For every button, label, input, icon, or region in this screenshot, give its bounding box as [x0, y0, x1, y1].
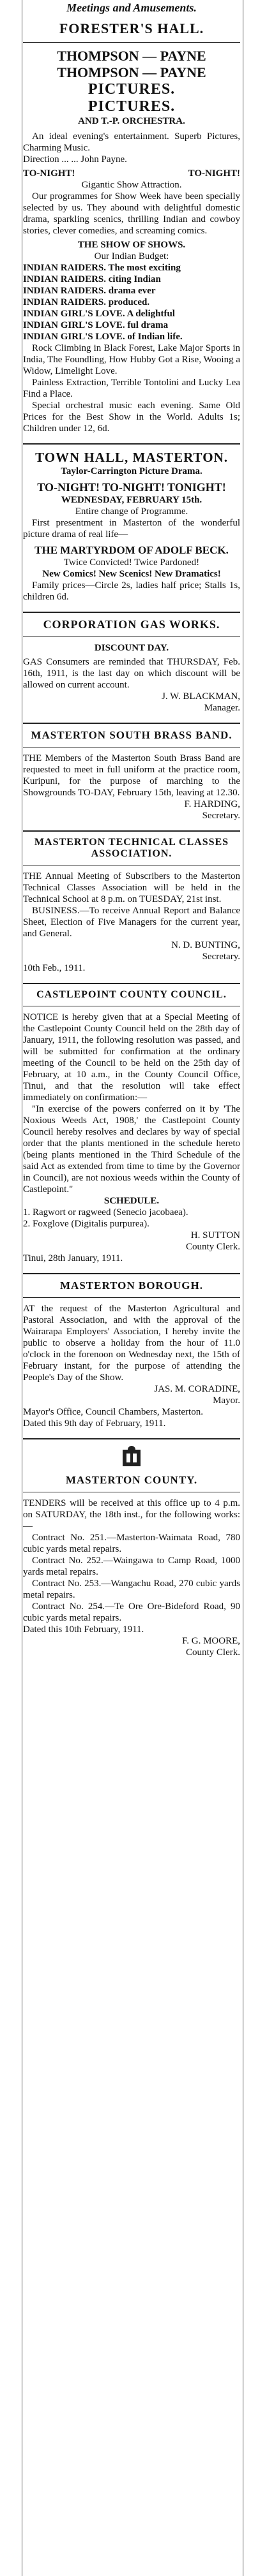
gas-works-ad — [23, 618, 240, 714]
schedule-item: 1. Ragwort or ragweed (Senecio jacobaea). — [23, 1207, 188, 1218]
county-body: TENDERS will be received at this office up to 4 p.m. on SATURDAY, the 18th inst., for the following works:— — [23, 1498, 240, 1531]
org-line: THOMPSON — PAYNE — [57, 64, 206, 80]
divider — [23, 723, 240, 724]
schedule-item: 2. Foxglove (Digitalis purpurea). — [23, 1219, 149, 1229]
signer-role: Manager. — [204, 703, 240, 713]
tonight-line: TO-NIGHT! TO-NIGHT! TONIGHT! — [37, 481, 226, 494]
prices-line: Family prices—Circle 2s, ladies half price; Stalls 1s, children 6d. — [23, 580, 240, 602]
divider — [23, 1438, 240, 1439]
tech-business: BUSINESS.—To receive Annual Report and Balance Sheet, Election of Five Managers for the current year, and General. — [23, 906, 240, 939]
signer: F. G. MOORE, — [182, 1636, 240, 1646]
county-ad — [23, 1445, 240, 1658]
gas-body: GAS Consumers are reminded that THURSDAY, Feb. 16th, 1911, is the last day on which discount will be allowed on current account. — [23, 657, 240, 690]
tech-body: THE Annual Meeting of Subscribers to the Masterton Technical Classes Association will be held in the Technical School at 8 p.m. on TUESDAY, 21st inst. — [23, 871, 240, 904]
tail-text: Painless Extraction, Terrible Tontolini and Lucky Lea Find a Place. — [23, 378, 240, 399]
section-header: Meetings and Amusements. — [66, 1, 197, 14]
advert-column — [23, 0, 240, 2576]
ad-title: MASTERTON TECHNICAL CLASSES ASSOCIATION. — [34, 837, 229, 859]
coat-of-arms-icon — [119, 1445, 144, 1470]
indian-budget: Our Indian Budget: — [94, 251, 169, 261]
signer: H. SUTTON — [190, 1230, 240, 1240]
tail-text: Special orchestral music each evening. Same Old Prices for the Best Show in the World. Adults 1s; Children under 12, 6d. — [23, 401, 240, 434]
divider — [23, 1273, 240, 1274]
ad-title: CORPORATION GAS WORKS. — [43, 618, 220, 631]
feature-title: THE MARTYRDOM OF ADOLF BECK. — [34, 544, 229, 556]
list-item: INDIAN RAIDERS. The most exciting — [23, 263, 181, 273]
contract-item: Contract No. 252.—Waingawa to Camp Road, 1000 yards metal repairs. — [23, 1556, 240, 1577]
intro-text: An ideal evening's entertainment. Superb Pictures, Charming Music. — [23, 131, 240, 153]
subtitle: Taylor-Carrington Picture Drama. — [61, 466, 202, 476]
ad-title: MASTERTON BOROUGH. — [60, 1279, 203, 1292]
list-item: INDIAN GIRL'S LOVE. of Indian life. — [23, 332, 183, 342]
divider — [23, 983, 240, 984]
list-item: INDIAN RAIDERS. drama ever — [23, 286, 156, 296]
signer: F. HARDING, — [184, 799, 240, 809]
signer-role: County Clerk. — [186, 1242, 240, 1252]
first-line: First presentment in Masterton of the wonderful picture drama of real life— — [23, 518, 240, 540]
list-item: INDIAN RAIDERS. citing Indian — [23, 274, 161, 284]
divider — [23, 1297, 240, 1298]
subtitle: DISCOUNT DAY. — [94, 643, 169, 653]
direction: Direction ... ... John Payne. — [23, 154, 127, 165]
foresters-hall-ad — [23, 20, 240, 434]
borough-ad — [23, 1279, 240, 1429]
list-item: INDIAN GIRL'S LOVE. ful drama — [23, 320, 169, 330]
contract-item: Contract No. 253.—Wangachu Road, 270 cubic yards metal repairs. — [23, 1579, 240, 1600]
ad-title: CASTLEPOINT COUNTY COUNCIL. — [36, 989, 227, 1000]
date-line: Tinui, 28th January, 1911. — [23, 1253, 123, 1263]
programme-text: Our programmes for Show Week have been specially selected by us. They abound with delightful domestic drama, sparkling scenics, thrilling Indian and cowboy stories, clever comedies, and screaming comics. — [23, 191, 240, 236]
ad-title: TOWN HALL, MASTERTON. — [35, 450, 228, 465]
schedule-heading: SCHEDULE. — [103, 1196, 160, 1206]
office-line: Mayor's Office, Council Chambers, Masterton. — [23, 1407, 203, 1417]
borough-body: AT the request of the Masterton Agricultural and Pastoral Association, and with the approval of the Wairarapa Employers' Association, I hereby invite the public to observe a holiday from the hour of 11.0 o'clock in the forenoon on Wednesday next, the 15th of February instant, for the purpose of attending the People's Day of the Show. — [23, 1304, 240, 1383]
ad-title: MASTERTON COUNTY. — [65, 1474, 198, 1486]
castlepoint-body: NOTICE is hereby given that at a Special Meeting of the Castlepoint County Council held on the 28th day of January, 1911, the following resolution was passed, and will be submitted for confirmation at the ordinary meeting of the Council to be held on the 25th day of February, at 10 a.m., in the County Council Office, Tinui, and that the resolution will take effect immediately on confirmation:— — [23, 1012, 240, 1103]
contract-item: Contract No. 254.—Te Ore Ore-Bideford Road, 90 cubic yards metal repairs. — [23, 1601, 240, 1623]
date-line: Dated this 9th day of February, 1911. — [23, 1418, 166, 1429]
castlepoint-resolution: "In exercise of the powers conferred on it by 'The Noxious Weeds Act, 1908,' the Castlepoint County Council hereby resolves and declares by way of special order that the plants mentioned in the schedule hereto (being plants mentioned in the Third Schedule of the said Act as extended from time to time by the Governor in Council), are not noxious weeds within the County of Castlepoint." — [23, 1104, 240, 1195]
technical-classes-ad — [23, 837, 240, 974]
list-item: INDIAN GIRL'S LOVE. A delightful — [23, 309, 175, 319]
divider — [23, 612, 240, 613]
brass-band-ad — [23, 729, 240, 821]
orchestra-line: AND T.-P. ORCHESTRA. — [78, 116, 185, 126]
org-line: THOMPSON — PAYNE — [57, 48, 206, 64]
date-line: 10th Feb., 1911. — [23, 963, 86, 973]
signer: J. W. BLACKMAN, — [162, 691, 240, 702]
divider — [23, 443, 240, 445]
new-line: New Comics! New Scenics! New Dramatics! — [42, 569, 221, 579]
town-hall-ad — [23, 450, 240, 603]
divider — [23, 830, 240, 832]
ad-title: FORESTER'S HALL. — [59, 20, 204, 36]
date-line: WEDNESDAY, FEBRUARY 15th. — [61, 495, 202, 505]
show-of-shows: THE SHOW OF SHOWS. — [77, 240, 186, 250]
twice-line: Twice Convicted! Twice Pardoned! — [63, 557, 200, 568]
change-line: Entire change of Programme. — [75, 506, 188, 517]
date-line: Dated this 10th February, 1911. — [23, 1624, 144, 1635]
tonight-right: TO-NIGHT! — [188, 168, 240, 179]
pictures-line: PICTURES. — [88, 81, 176, 98]
tonight-left: TO-NIGHT! — [23, 168, 75, 179]
ad-title: MASTERTON SOUTH BRASS BAND. — [31, 729, 233, 741]
divider — [23, 42, 240, 43]
pictures-line: PICTURES. — [88, 98, 176, 115]
signer-role: County Clerk. — [186, 1647, 240, 1658]
castlepoint-ad — [23, 989, 240, 1264]
gigantic: Gigantic Show Attraction. — [81, 180, 182, 190]
signer-role: Secretary. — [202, 811, 240, 821]
signer: JAS. M. CORADINE, — [154, 1384, 240, 1394]
list-item: INDIAN RAIDERS. produced. — [23, 297, 150, 307]
signer: N. D. BUNTING, — [171, 940, 240, 950]
tail-text: Rock Climbing in Black Forest, Lake Major Sports in India, The Foundling, How Hubby Got a Rise, Wooing a Widow, Limelight Love. — [23, 343, 240, 376]
signer-role: Secretary. — [202, 952, 240, 962]
contract-item: Contract No. 251.—Masterton-Waimata Road, 780 cubic yards metal repairs. — [23, 1533, 240, 1554]
signer-role: Mayor. — [213, 1395, 240, 1406]
band-body: THE Members of the Masterton South Brass Band are requested to meet in full uniform at the practice room, Kuripuni, for the purpose of marching to the Showgrounds TO-DAY, February 15th, leaving at 12.30. — [23, 753, 240, 798]
